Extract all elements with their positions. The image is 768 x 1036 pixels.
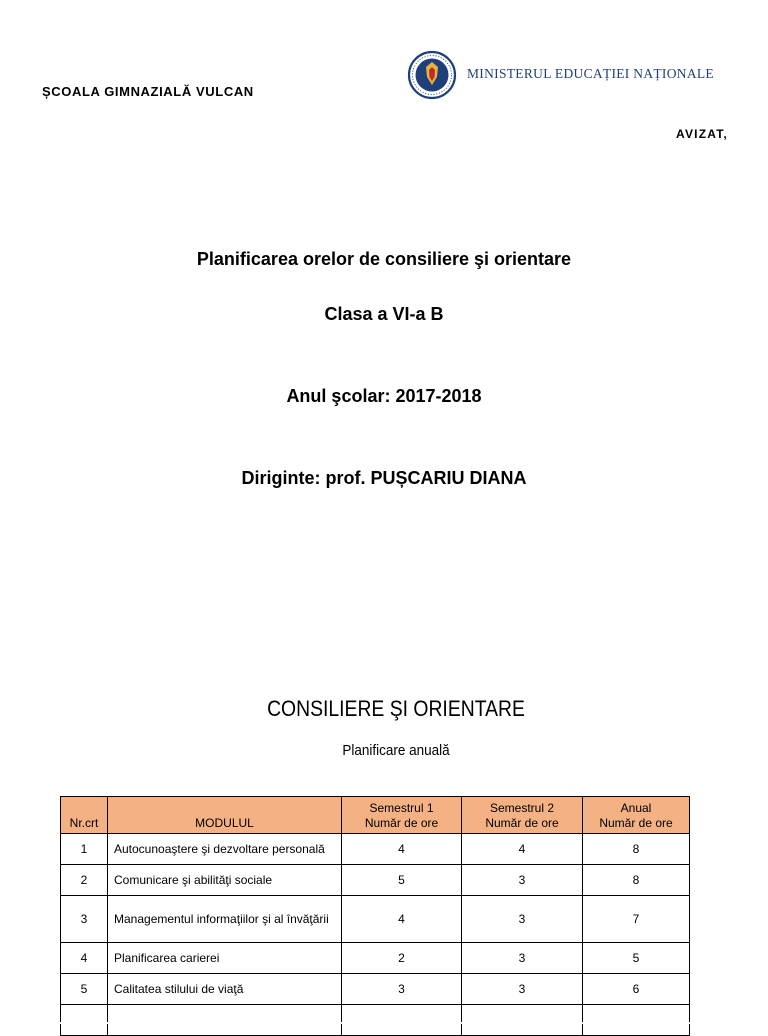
header-sem2 bbox=[462, 797, 583, 834]
section-title: CONSILIERE ŞI ORIENTARE bbox=[267, 696, 525, 721]
table-row bbox=[61, 943, 690, 974]
plan-title: Planificarea orelor de consiliere şi orientare bbox=[196, 249, 572, 269]
header-sem1-title: Semestrul 1 bbox=[369, 801, 434, 815]
row-modul: Managementul informaţiilor şi al învăţării bbox=[108, 896, 342, 943]
school-name: ȘCOALA GIMNAZIALĂ VULCAN bbox=[42, 84, 254, 99]
header-anual bbox=[583, 797, 690, 834]
school-year: Anul şcolar: 2017-2018 bbox=[286, 386, 482, 406]
table-row bbox=[61, 834, 690, 865]
avizat-label: AVIZAT, bbox=[676, 127, 728, 141]
row-anual: 5 bbox=[583, 943, 690, 974]
header-sem2-title: Semestrul 2 bbox=[489, 801, 555, 815]
row-sem1: 5 bbox=[342, 865, 462, 896]
row-modul: Planificarea carierei bbox=[108, 943, 342, 974]
row-anual: 6 bbox=[583, 974, 690, 1005]
row-sem1: 2 bbox=[342, 943, 462, 974]
teacher-name: Diriginte: prof. PUȘCARIU DIANA bbox=[241, 468, 527, 488]
row-sem2: 3 bbox=[462, 974, 583, 1005]
section-subtitle: Planificare anuală bbox=[342, 742, 450, 759]
planning-table bbox=[60, 796, 690, 1036]
row-sem1: 4 bbox=[342, 834, 462, 865]
table-row bbox=[61, 865, 690, 896]
row-sem2: 3 bbox=[462, 896, 583, 943]
table-header-row bbox=[61, 797, 690, 834]
row-nr: 2 bbox=[61, 865, 108, 896]
header-sem2-sub: Număr de ore bbox=[485, 816, 559, 830]
header-anual-sub: Număr de ore bbox=[599, 816, 673, 830]
row-nr: 4 bbox=[61, 943, 108, 974]
header-nr: Nr.crt bbox=[61, 797, 108, 834]
row-anual: 8 bbox=[583, 865, 690, 896]
class-title: Clasa a VI-a B bbox=[324, 304, 444, 324]
header-modul: MODULUL bbox=[108, 797, 342, 834]
row-anual: 8 bbox=[583, 834, 690, 865]
row-sem1: 4 bbox=[342, 896, 462, 943]
row-nr: 5 bbox=[61, 974, 108, 1005]
row-sem2: 3 bbox=[462, 943, 583, 974]
row-anual: 7 bbox=[583, 896, 690, 943]
table-row bbox=[61, 974, 690, 1005]
table-row bbox=[61, 896, 690, 943]
row-modul: Calitatea stilului de viaţă bbox=[108, 974, 342, 1005]
table-row-total bbox=[61, 1005, 690, 1036]
row-nr: 1 bbox=[61, 834, 108, 865]
header-sem1 bbox=[342, 797, 462, 834]
row-sem1: 3 bbox=[342, 974, 462, 1005]
row-sem2: 3 bbox=[462, 865, 583, 896]
ministry-name: MINISTERUL EDUCAȚIEI NAȚIONALE bbox=[467, 66, 714, 81]
header-sem1-sub: Număr de ore bbox=[364, 816, 439, 830]
row-sem2: 4 bbox=[462, 834, 583, 865]
header-anual-title: Anual bbox=[620, 801, 652, 815]
row-nr: 3 bbox=[61, 896, 108, 943]
row-modul: Autocunoaştere şi dezvoltare personală bbox=[108, 834, 342, 865]
row-modul: Comunicare şi abilităţi sociale bbox=[108, 865, 342, 896]
